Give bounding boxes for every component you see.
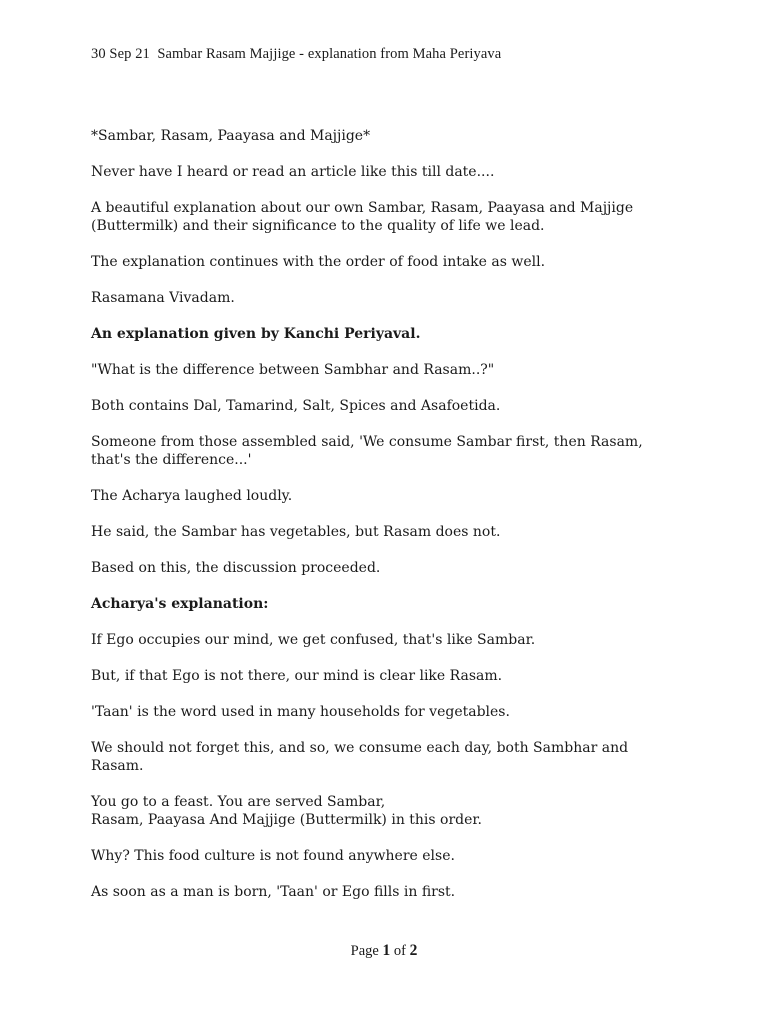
paragraph: We should not forget this, and so, we consume each day, both Sambhar and Rasam. [91,740,629,774]
paragraph: The Acharya laughed loudly. [91,488,293,504]
paragraph: But, if that Ego is not there, our mind is clear like Rasam. [91,668,503,684]
paragraph: Why? This food culture is not found anywhere else. [91,848,455,864]
of-word: of [393,943,406,959]
page-footer [0,942,768,960]
paragraph: As soon as a man is born, 'Taan' or Ego fills in first. [91,884,456,900]
paragraph: 'Taan' is the word used in many households for vegetables. [91,704,510,720]
section-heading: Acharya's explanation: [91,596,269,612]
document-body [91,127,691,919]
paragraph: The explanation continues with the order of food intake as well. [91,254,546,270]
paragraph: Both contains Dal, Tamarind, Salt, Spices and Asafoetida. [91,398,501,414]
paragraph: Based on this, the discussion proceeded. [91,560,381,576]
paragraph: Someone from those assembled said, 'We consume Sambar first, then Rasam, that's the difference...' [91,434,643,468]
section-heading: An explanation given by Kanchi Periyaval. [91,326,421,342]
paragraph: A beautiful explanation about our own Sambar, Rasam, Paayasa and Majjige (Buttermilk) and their significance to the quality of life we lead. [91,200,634,234]
current-page-number: 1 [382,942,391,959]
paragraph: Never have I heard or read an article like this till date.... [91,164,495,180]
paragraph: You go to a feast. You are served Sambar, Rasam, Paayasa And Majjige (Buttermilk) in this order. [91,794,483,828]
paragraph: If Ego occupies our mind, we get confused, that's like Sambar. [91,632,536,648]
paragraph: He said, the Sambar has vegetables, but Rasam does not. [91,524,501,540]
paragraph: *Sambar, Rasam, Paayasa and Majjige* [91,128,371,144]
paragraph: "What is the difference between Sambhar and Rasam..?" [91,362,495,378]
page-word: Page [350,943,379,959]
page-header: 30 Sep 21 Sambar Rasam Majjige - explanation from Maha Periyava [91,46,502,62]
paragraph: Rasamana Vivadam. [91,290,235,306]
total-pages-number: 2 [409,942,418,959]
